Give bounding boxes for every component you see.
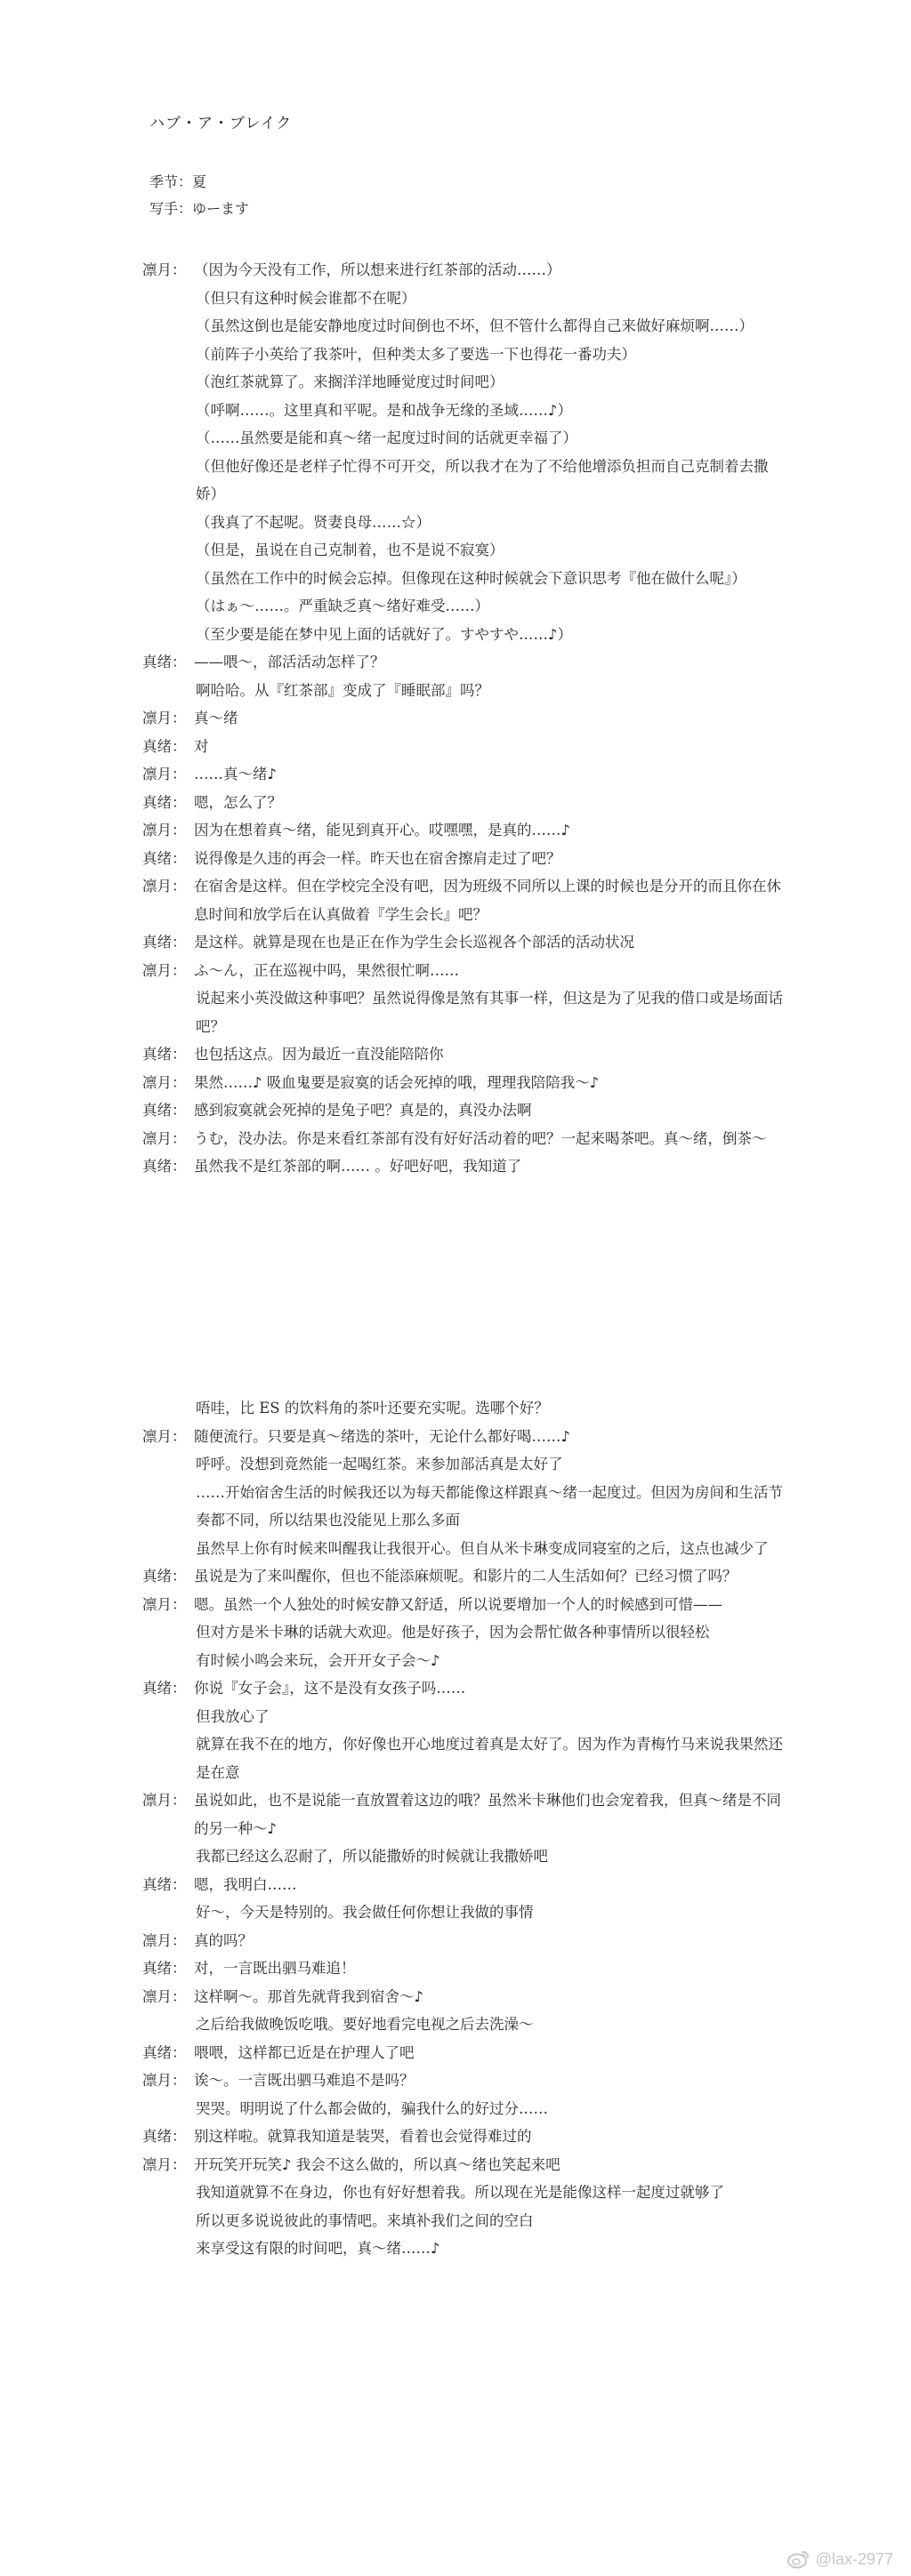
- speaker-label: 凛月：: [142, 710, 187, 726]
- dialogue-text: 所以更多说说彼此的事情吧。来填补我们之间的空白: [196, 2211, 534, 2229]
- dialogue-line: [142, 957, 783, 985]
- dialogue-line: [142, 1152, 783, 1181]
- dialogue-line: [142, 2123, 783, 2151]
- dialogue-text: （はぁ～……。严重缺乏真～绪好难受……）: [196, 598, 489, 614]
- speaker-label: 凛月：: [142, 878, 187, 895]
- dialogue-line: [142, 424, 783, 453]
- dialogue-line: [142, 1562, 783, 1591]
- dialogue-line: [142, 2151, 783, 2179]
- dialogue-text: 好～，今天是特别的。我会做任何你想让我做的事情: [196, 1904, 534, 1921]
- weibo-logo-icon: [787, 2549, 810, 2569]
- dialogue-line: [142, 1096, 783, 1125]
- dialogue-text: 来享受这有限的时间吧，真～绪……♪: [196, 2240, 440, 2257]
- speaker-label: 凛月：: [142, 822, 187, 839]
- dialogue-text: 但我放心了: [196, 1707, 270, 1725]
- dialogue-line: [142, 1069, 783, 1097]
- dialogue-line: [142, 2235, 783, 2263]
- speaker-label: 真绪：: [142, 1102, 187, 1119]
- dialogue-text: 诶～。一言既出驷马难追不是吗？: [194, 2072, 415, 2089]
- dialogue-text: 虽说如此，也不是说能一直放置着这边的哦？虽然米卡琳他们也会宠着我，但真～绪是不同的另一种～♪: [194, 1792, 781, 1837]
- dialogue-line: [142, 1647, 783, 1675]
- dialogue-line: [142, 1674, 783, 1703]
- speaker-label: 真绪：: [142, 1680, 187, 1697]
- dialogue-text: 我都已经这么忍耐了，所以能撒娇的时候就让我撒娇吧: [196, 1848, 548, 1865]
- dialogue-text: （因为今天没有工作，所以想来进行红茶部的活动……）: [194, 261, 561, 278]
- speaker-label: 凛月：: [142, 2072, 187, 2089]
- dialogue-text: ……真～绪♪: [194, 766, 278, 782]
- dialogue-line: [142, 1591, 783, 1619]
- dialogue-line: [142, 928, 783, 957]
- dialogue-line: [142, 2010, 783, 2039]
- dialogue-text: 唔哇，比 ES 的饮料角的茶叶还要充实呢。选哪个好？: [196, 1400, 549, 1416]
- dialogue-line: [142, 592, 783, 621]
- dialogue-line: [142, 872, 783, 928]
- dialogue-line: [142, 704, 783, 733]
- dialogue-text: うむ，没办法。你是来看红茶部有没有好好活动着的吧？一起来喝茶吧。真～绪，倒茶～: [194, 1129, 767, 1147]
- dialogue-line: [142, 453, 783, 509]
- dialogue-line: [142, 2039, 783, 2067]
- speaker-label: 凛月：: [142, 1073, 187, 1091]
- dialogue-line: [142, 1730, 783, 1786]
- dialogue-text: 在宿舍是这样。但在学校完全没有吧，因为班级不同所以上课的时候也是分开的而且你在休息时间和放学后在认真做着『学生会长』吧？: [194, 878, 781, 923]
- dialogue-text: 说得像是久违的再会一样。昨天也在宿舍擦肩走过了吧？: [194, 849, 561, 867]
- dialogue-text: ……开始宿舍生活的时候我还以为每天都能像这样跟真～绪一起度过。但因为房间和生活节奏都不同，所以结果也没能见上那么多面: [196, 1483, 783, 1529]
- dialogue-text: 是这样。就算是现在也是正在作为学生会长巡视各个部活的活动状况: [194, 934, 634, 951]
- dialogue-line: [142, 816, 783, 845]
- speaker-label: 凛月：: [142, 2155, 187, 2173]
- dialogue-text: 喂喂，这样都已近是在护理人了吧: [194, 2043, 415, 2061]
- dialogue-text: 啊哈哈。从『红茶部』变成了『睡眠部』吗？: [196, 681, 489, 699]
- dialogue-line: [142, 760, 783, 789]
- dialogue-line: [142, 256, 783, 285]
- dialogue-line: [142, 285, 783, 313]
- dialogue-line: [142, 677, 783, 705]
- dialogue-text: （虽然在工作中的时候会忘掉。但像现在这种时候就会下意识思考『他在做什么呢』）: [196, 569, 746, 587]
- dialogue-text: （虽然这倒也是能安静地度过时间倒也不坏，但不管什么都得自己来做好麻烦啊……）: [196, 317, 754, 334]
- dialogue-line: [142, 1983, 783, 2011]
- dialogue-line: [142, 312, 783, 341]
- dialogue-line: [142, 1703, 783, 1731]
- dialogue-line: [142, 1954, 783, 1983]
- dialogue-line: [142, 1423, 783, 1451]
- dialogue-line: [142, 2207, 783, 2235]
- dialogue-text: 开玩笑开玩笑♪ 我会不这么做的，所以真～绪也笑起来吧: [194, 2155, 560, 2173]
- dialogue-text: 果然……♪ 吸血鬼要是寂寞的话会死掉的哦，理理我陪陪我～♪: [194, 1073, 600, 1091]
- dialogue-text: （呼啊……。这里真和平呢。是和战争无缘的圣域……♪）: [196, 401, 573, 419]
- dialogue-text: 你说『女子会』，这不是没有女孩子吗……: [194, 1680, 466, 1697]
- dialogue-line: [142, 1618, 783, 1647]
- dialogue-line: [142, 621, 783, 649]
- dialogue-text: （但他好像还是老样子忙得不可开交，所以我才在为了不给他增添负担而自己克制着去撒娇）: [196, 457, 769, 502]
- dialogue-text: （我真了不起呢。贤妻良母……☆）: [196, 513, 431, 531]
- speaker-label: 真绪：: [142, 934, 187, 951]
- dialogue-line: [142, 1125, 783, 1153]
- speaker-label: 凛月：: [142, 261, 187, 278]
- meta-writer: 写手：ゆーます: [149, 200, 250, 217]
- dialogue-text: 嗯。虽然一个人独处的时候安静又舒适，所以说要增加一个人的时候感到可惜——: [194, 1595, 722, 1613]
- dialogue-text: （……虽然要是能和真～绪一起度过时间的话就更幸福了）: [196, 429, 577, 446]
- dialogue-line: [142, 1898, 783, 1927]
- speaker-label: 凛月：: [142, 1427, 187, 1445]
- speaker-label: 真绪：: [142, 737, 187, 755]
- dialogue-line: [142, 1450, 783, 1479]
- dialogue-text: 嗯，我明白……: [194, 1875, 297, 1893]
- dialogue-text: （前阵子小英给了我茶叶，但种类太多了要选一下也得花一番功夫）: [196, 345, 636, 363]
- speaker-label: 真绪：: [142, 1960, 187, 1977]
- speaker-label: 凛月：: [142, 1792, 187, 1809]
- dialogue-text: 但对方是米卡琳的话就大欢迎。他是好孩子，因为会帮忙做各种事情所以很轻松: [196, 1624, 710, 1641]
- dialogue-line: [142, 509, 783, 537]
- meta-season: 季节：夏: [149, 173, 207, 190]
- speaker-label: 真绪：: [142, 1875, 187, 1893]
- dialogue-text: 真的吗？: [194, 1931, 253, 1949]
- dialogue-line: [142, 648, 783, 677]
- speaker-label: 凛月：: [142, 1931, 187, 1949]
- dialogue-text: 之后给我做晚饭吃哦。要好地看完电视之后去洗澡～: [196, 2016, 534, 2033]
- document-title: ハブ・ア・ブレイク: [149, 115, 293, 132]
- speaker-label: 凛月：: [142, 1129, 187, 1147]
- dialogue-line: [142, 565, 783, 593]
- speaker-label: 真绪：: [142, 654, 187, 670]
- dialogue-line: [142, 536, 783, 565]
- dialogue-line: [142, 368, 783, 397]
- dialogue-text: 哭哭。明明说了什么都会做的，骗我什么的好过分……: [196, 2099, 548, 2117]
- speaker-label: 真绪：: [142, 793, 187, 811]
- dialogue-text: （但只有这种时候会谁都不在呢）: [196, 289, 416, 307]
- dialogue-text: 因为在想着真～绪，能见到真开心。哎嘿嘿，是真的……♪: [194, 822, 571, 839]
- dialogue-text: 对: [194, 737, 209, 755]
- dialogue-text: （但是，虽说在自己克制着，也不是说不寂寞）: [196, 542, 504, 558]
- speaker-label: 真绪：: [142, 2128, 187, 2145]
- dialogue-line: [142, 341, 783, 369]
- dialogue-text: 说起来小英没做这种事吧？虽然说得像是煞有其事一样，但这是为了见我的借口或是场面话吧？: [196, 990, 783, 1035]
- dialogue-text: 嗯，怎么了？: [194, 793, 282, 811]
- dialogue-part-2: [142, 1394, 783, 2263]
- dialogue-text: 这样啊～。那首先就背我到宿舍～♪: [194, 1987, 424, 2005]
- watermark: [787, 2549, 893, 2569]
- dialogue-text: 就算在我不在的地方，你好像也开心地度过着真是太好了。因为作为青梅竹马来说我果然还是在意: [196, 1736, 783, 1781]
- dialogue-text: ——喂～，部活活动怎样了？: [194, 654, 385, 670]
- speaker-label: 凛月：: [142, 1987, 187, 2005]
- dialogue-line: [142, 2179, 783, 2207]
- dialogue-text: 我知道就算不在身边，你也有好好想着我。所以现在光是能像这样一起度过就够了: [196, 2184, 724, 2201]
- dialogue-text: 真～绪: [194, 710, 238, 726]
- dialogue-text: 随便流行。只要是真～绪选的茶叶，无论什么都好喝……♪: [194, 1427, 571, 1445]
- dialogue-text: 虽说是为了来叫醒你，但也不能添麻烦呢。和影片的二人生活如何？已经习惯了吗？: [194, 1568, 738, 1585]
- dialogue-line: [142, 984, 783, 1040]
- dialogue-text: 虽然我不是红茶部的啊…… 。好吧好吧，我知道了: [194, 1158, 522, 1175]
- dialogue-text: （泡红茶就算了。来搁洋洋地睡觉度过时间吧）: [196, 373, 504, 390]
- speaker-label: 真绪：: [142, 849, 187, 867]
- dialogue-text: 虽然早上你有时候来叫醒我让我很开心。但自从米卡琳变成同寝室的之后，这点也减少了: [196, 1539, 769, 1557]
- dialogue-line: [142, 2095, 783, 2123]
- speaker-label: 凛月：: [142, 766, 187, 782]
- dialogue-line: [142, 789, 783, 817]
- watermark-text: @lax-2977: [815, 2549, 893, 2568]
- dialogue-line: [142, 1479, 783, 1535]
- dialogue-line: [142, 1871, 783, 1899]
- speaker-label: 真绪：: [142, 2043, 187, 2061]
- dialogue-text: 也包括这点。因为最近一直没能陪陪你: [194, 1046, 444, 1063]
- dialogue-text: 别这样啦。就算我知道是装哭，看着也会觉得难过的: [194, 2128, 532, 2145]
- speaker-label: 真绪：: [142, 1046, 187, 1063]
- dialogue-part-1: [142, 256, 783, 1181]
- dialogue-text: 感到寂寞就会死掉的是兔子吧？真是的，真没办法啊: [194, 1102, 532, 1119]
- dialogue-line: [142, 1394, 783, 1423]
- dialogue-line: [142, 845, 783, 873]
- dialogue-text: 呼呼。没想到竟然能一起喝红茶。来参加部活真是太好了: [196, 1456, 563, 1473]
- speaker-label: 凛月：: [142, 961, 187, 979]
- dialogue-text: （至少要是能在梦中见上面的话就好了。すやすや……♪）: [196, 625, 573, 643]
- speaker-label: 凛月：: [142, 1595, 187, 1613]
- dialogue-line: [142, 1842, 783, 1871]
- speaker-label: 真绪：: [142, 1158, 187, 1175]
- dialogue-text: ふ～ん，正在巡视中吗，果然很忙啊……: [194, 961, 459, 979]
- document-meta: [149, 169, 249, 222]
- dialogue-line: [142, 2066, 783, 2095]
- dialogue-line: [142, 733, 783, 761]
- dialogue-line: [142, 1040, 783, 1069]
- dialogue-line: [142, 397, 783, 425]
- dialogue-line: [142, 1927, 783, 1955]
- dialogue-text: 对，一言既出驷马难追！: [194, 1960, 356, 1977]
- dialogue-text: 有时候小鸣会来玩，会开开女子会～♪: [196, 1651, 440, 1669]
- speaker-label: 真绪：: [142, 1568, 187, 1585]
- dialogue-line: [142, 1786, 783, 1842]
- dialogue-line: [142, 1535, 783, 1563]
